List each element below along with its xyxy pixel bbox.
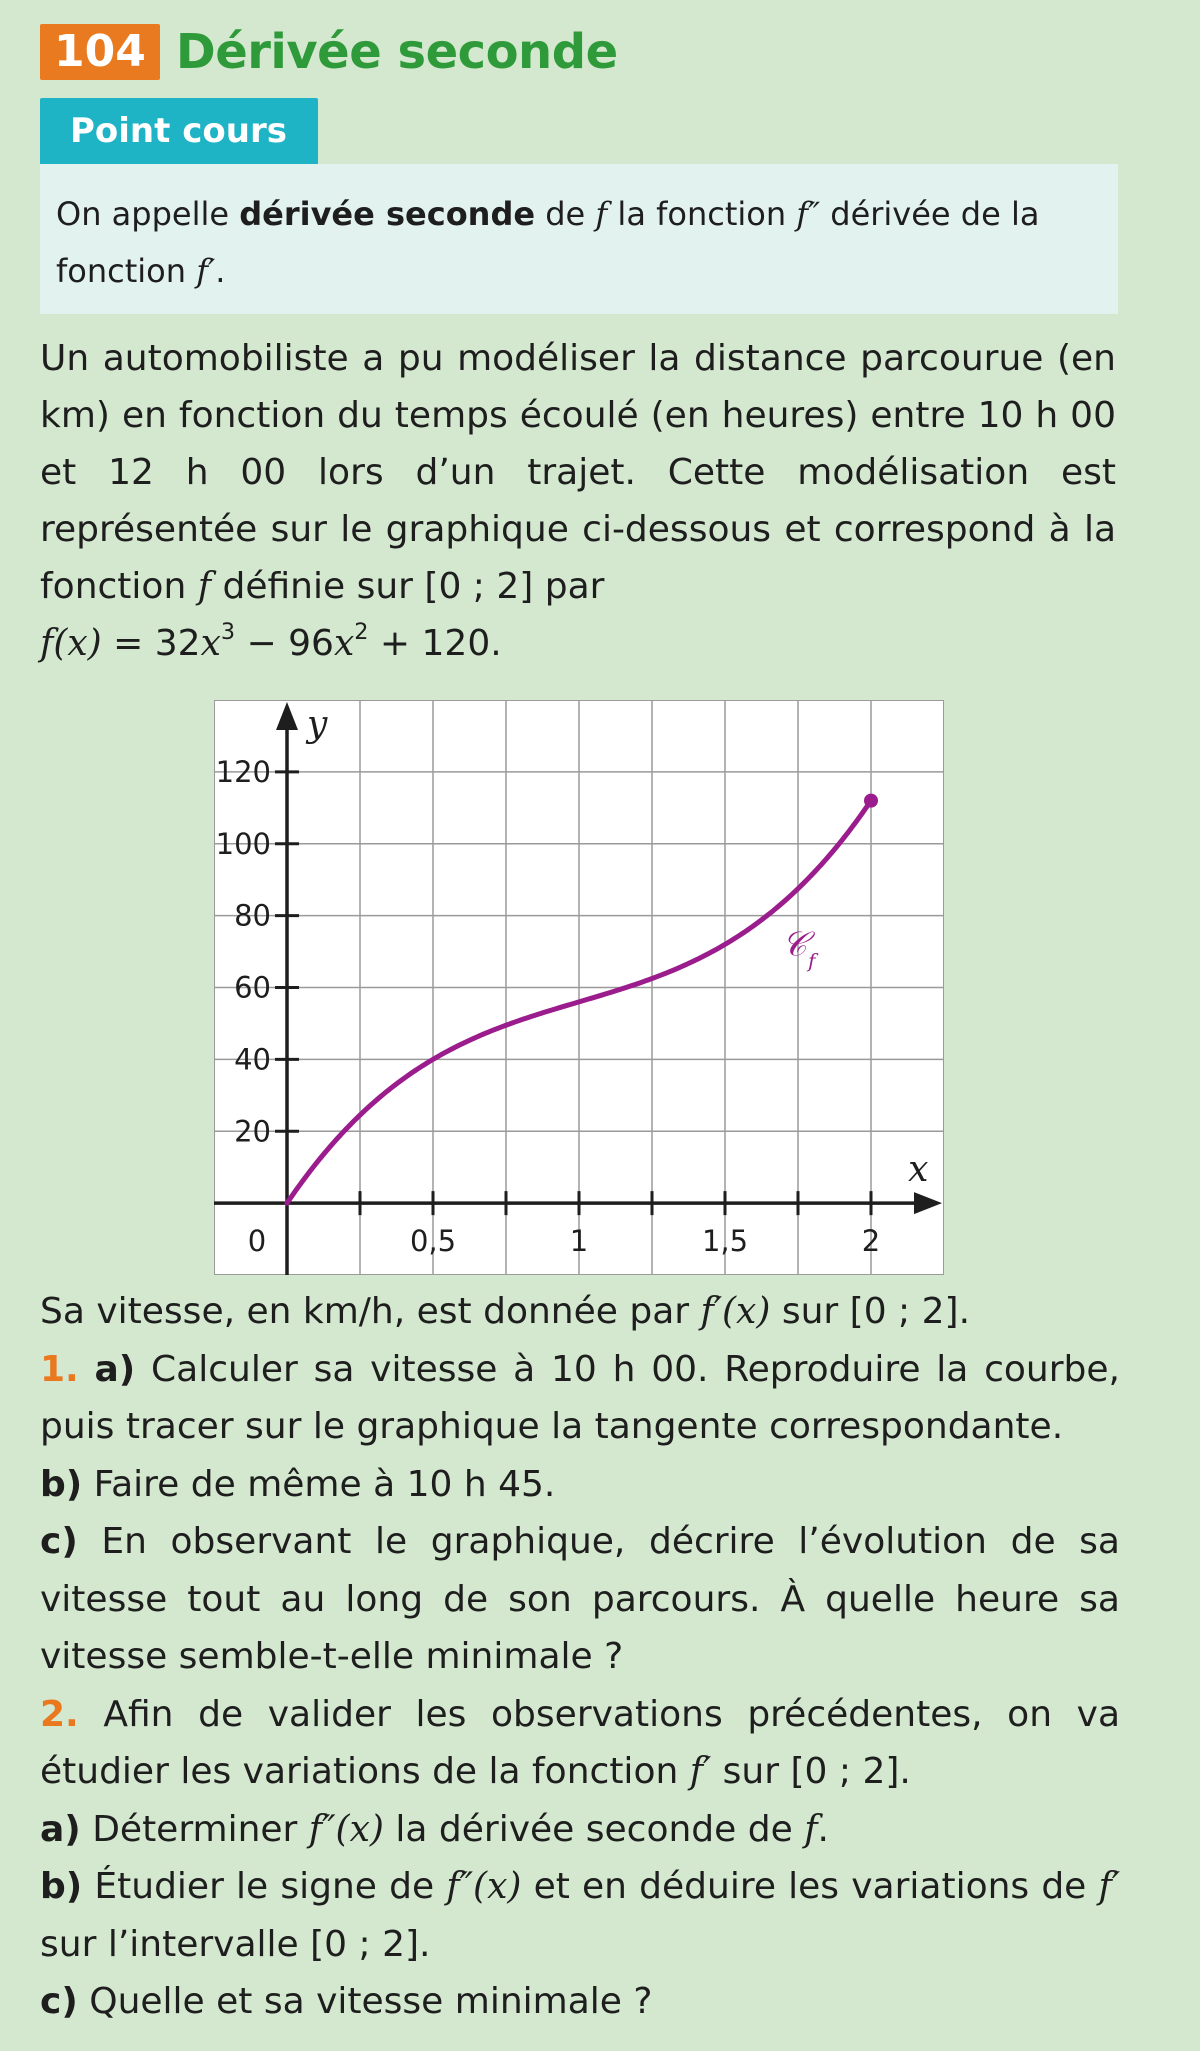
pc-f: f (595, 195, 608, 233)
intro-text: Un automobiliste a pu modéliser la distance parcourue (en km) en fonction du temps écoulé (en heures) entre 10 h 00 et 12 h 00 lors d’un trajet. Cette modélisation est représentée sur le graphique ci-dessous et correspond à la fonction (40, 338, 1116, 607)
q-text: En observant le graphique, décrire l’évolution de sa vitesse tout au long de son parcours. À quelle heure sa vitesse semble-t-elle minimale ? (40, 1521, 1120, 1677)
q-math: f″(x) (308, 1808, 384, 1850)
y-tick-label: 60 (234, 970, 271, 1005)
question-2a (40, 1801, 1120, 1859)
question-label: b) (40, 1463, 83, 1505)
question-1b (40, 1456, 1120, 1514)
point-cours-box (40, 164, 1118, 314)
formula-exponent: 3 (220, 618, 236, 645)
formula-part: = 32 (101, 623, 201, 664)
curve-label: 𝒞 (782, 924, 807, 965)
q-text: sur [0 ; 2]. (711, 1751, 911, 1792)
pc-text: . (215, 252, 226, 290)
pc-f-prime: f′ (196, 252, 216, 290)
question-2b (40, 1858, 1120, 1973)
q-text: Étudier le signe de (82, 1866, 447, 1907)
exercise-number-badge: 104 (40, 24, 160, 80)
point-cours-tab: Point cours (40, 98, 318, 164)
formula-fx: f(x) (40, 623, 102, 664)
exercise-title: Dérivée seconde (175, 24, 618, 80)
question-1a (40, 1341, 1120, 1456)
formula-part: + 120. (368, 623, 502, 664)
q-text: Calculer sa vitesse à 10 h 00. Reproduire la courbe, puis tracer sur le graphique la tangente correspondante. (40, 1348, 1120, 1447)
q-text: Quelle et sa vitesse minimale ? (77, 1981, 653, 2022)
y-tick-label: 100 (215, 826, 271, 861)
pc-term: dérivée seconde (239, 195, 536, 233)
q-math: f′ (1098, 1866, 1120, 1907)
intro-f: f (197, 566, 212, 607)
question-label: b) (40, 1866, 83, 1907)
q-math: f′ (689, 1751, 712, 1792)
question-label: c) (40, 1521, 78, 1562)
q-text: la dérivée seconde de (383, 1808, 805, 1850)
curve-label-subscript: f (808, 948, 816, 973)
pc-text: On appelle (56, 195, 240, 233)
curve-endpoint (864, 794, 878, 808)
x-tick-label: 0,5 (409, 1224, 457, 1259)
q-text: sur [0 ; 2]. (770, 1291, 971, 1332)
function-graph (214, 700, 944, 1275)
y-tick-label: 20 (234, 1114, 271, 1149)
q-math: f′(x) (700, 1291, 771, 1332)
question-number: 1. (40, 1348, 79, 1390)
q-text: Sa vitesse, en km/h, est donnée par (40, 1291, 701, 1332)
q-math: f″(x) (446, 1866, 522, 1907)
questions-section (40, 1283, 1120, 2031)
q-text: Faire de même à 10 h 45. (82, 1463, 556, 1505)
q-text: Afin de valider les observations précédentes, on va étudier les variations de la fonction (40, 1693, 1120, 1792)
y-tick-label: 80 (234, 898, 271, 933)
question-number: 2. (40, 1693, 79, 1735)
x-tick-label: 1,5 (701, 1224, 749, 1259)
q-text: et en déduire les variations de (521, 1866, 1099, 1907)
y-tick-label: 120 (215, 754, 271, 789)
formula-x: x (200, 623, 221, 664)
y-tick-label: 40 (234, 1042, 271, 1077)
pc-text: la fonction (607, 195, 797, 233)
x-axis-label: x (908, 1149, 929, 1191)
question-label: a) (40, 1808, 81, 1850)
q-text: sur l’intervalle [0 ; 2]. (40, 1923, 431, 1965)
formula-x: x (333, 623, 355, 664)
q-text: . (817, 1808, 829, 1850)
x-tick-label: 2 (861, 1224, 881, 1259)
y-axis-label: y (307, 704, 328, 745)
pc-f-second: f″ (796, 195, 821, 233)
x-tick-label: 0 (247, 1224, 267, 1259)
intro-paragraph (40, 330, 1116, 672)
pc-text: de (535, 195, 596, 233)
question-label: c) (40, 1981, 78, 2022)
speed-line (40, 1283, 1120, 1341)
question-label: a) (94, 1348, 136, 1390)
pc-text: dérivée de la fonction (56, 195, 1040, 290)
formula-part: − 96 (235, 623, 334, 664)
question-1c (40, 1513, 1120, 1686)
exercise-header (40, 24, 618, 80)
q-text: Déterminer (80, 1808, 309, 1850)
formula-exponent: 2 (354, 618, 369, 645)
x-tick-label: 1 (569, 1224, 589, 1259)
q-math: f (804, 1808, 818, 1850)
question-2c (40, 1973, 1120, 2031)
question-2 (40, 1686, 1120, 1801)
formula (40, 615, 1116, 672)
intro-text: définie sur [0 ; 2] par (211, 566, 605, 607)
